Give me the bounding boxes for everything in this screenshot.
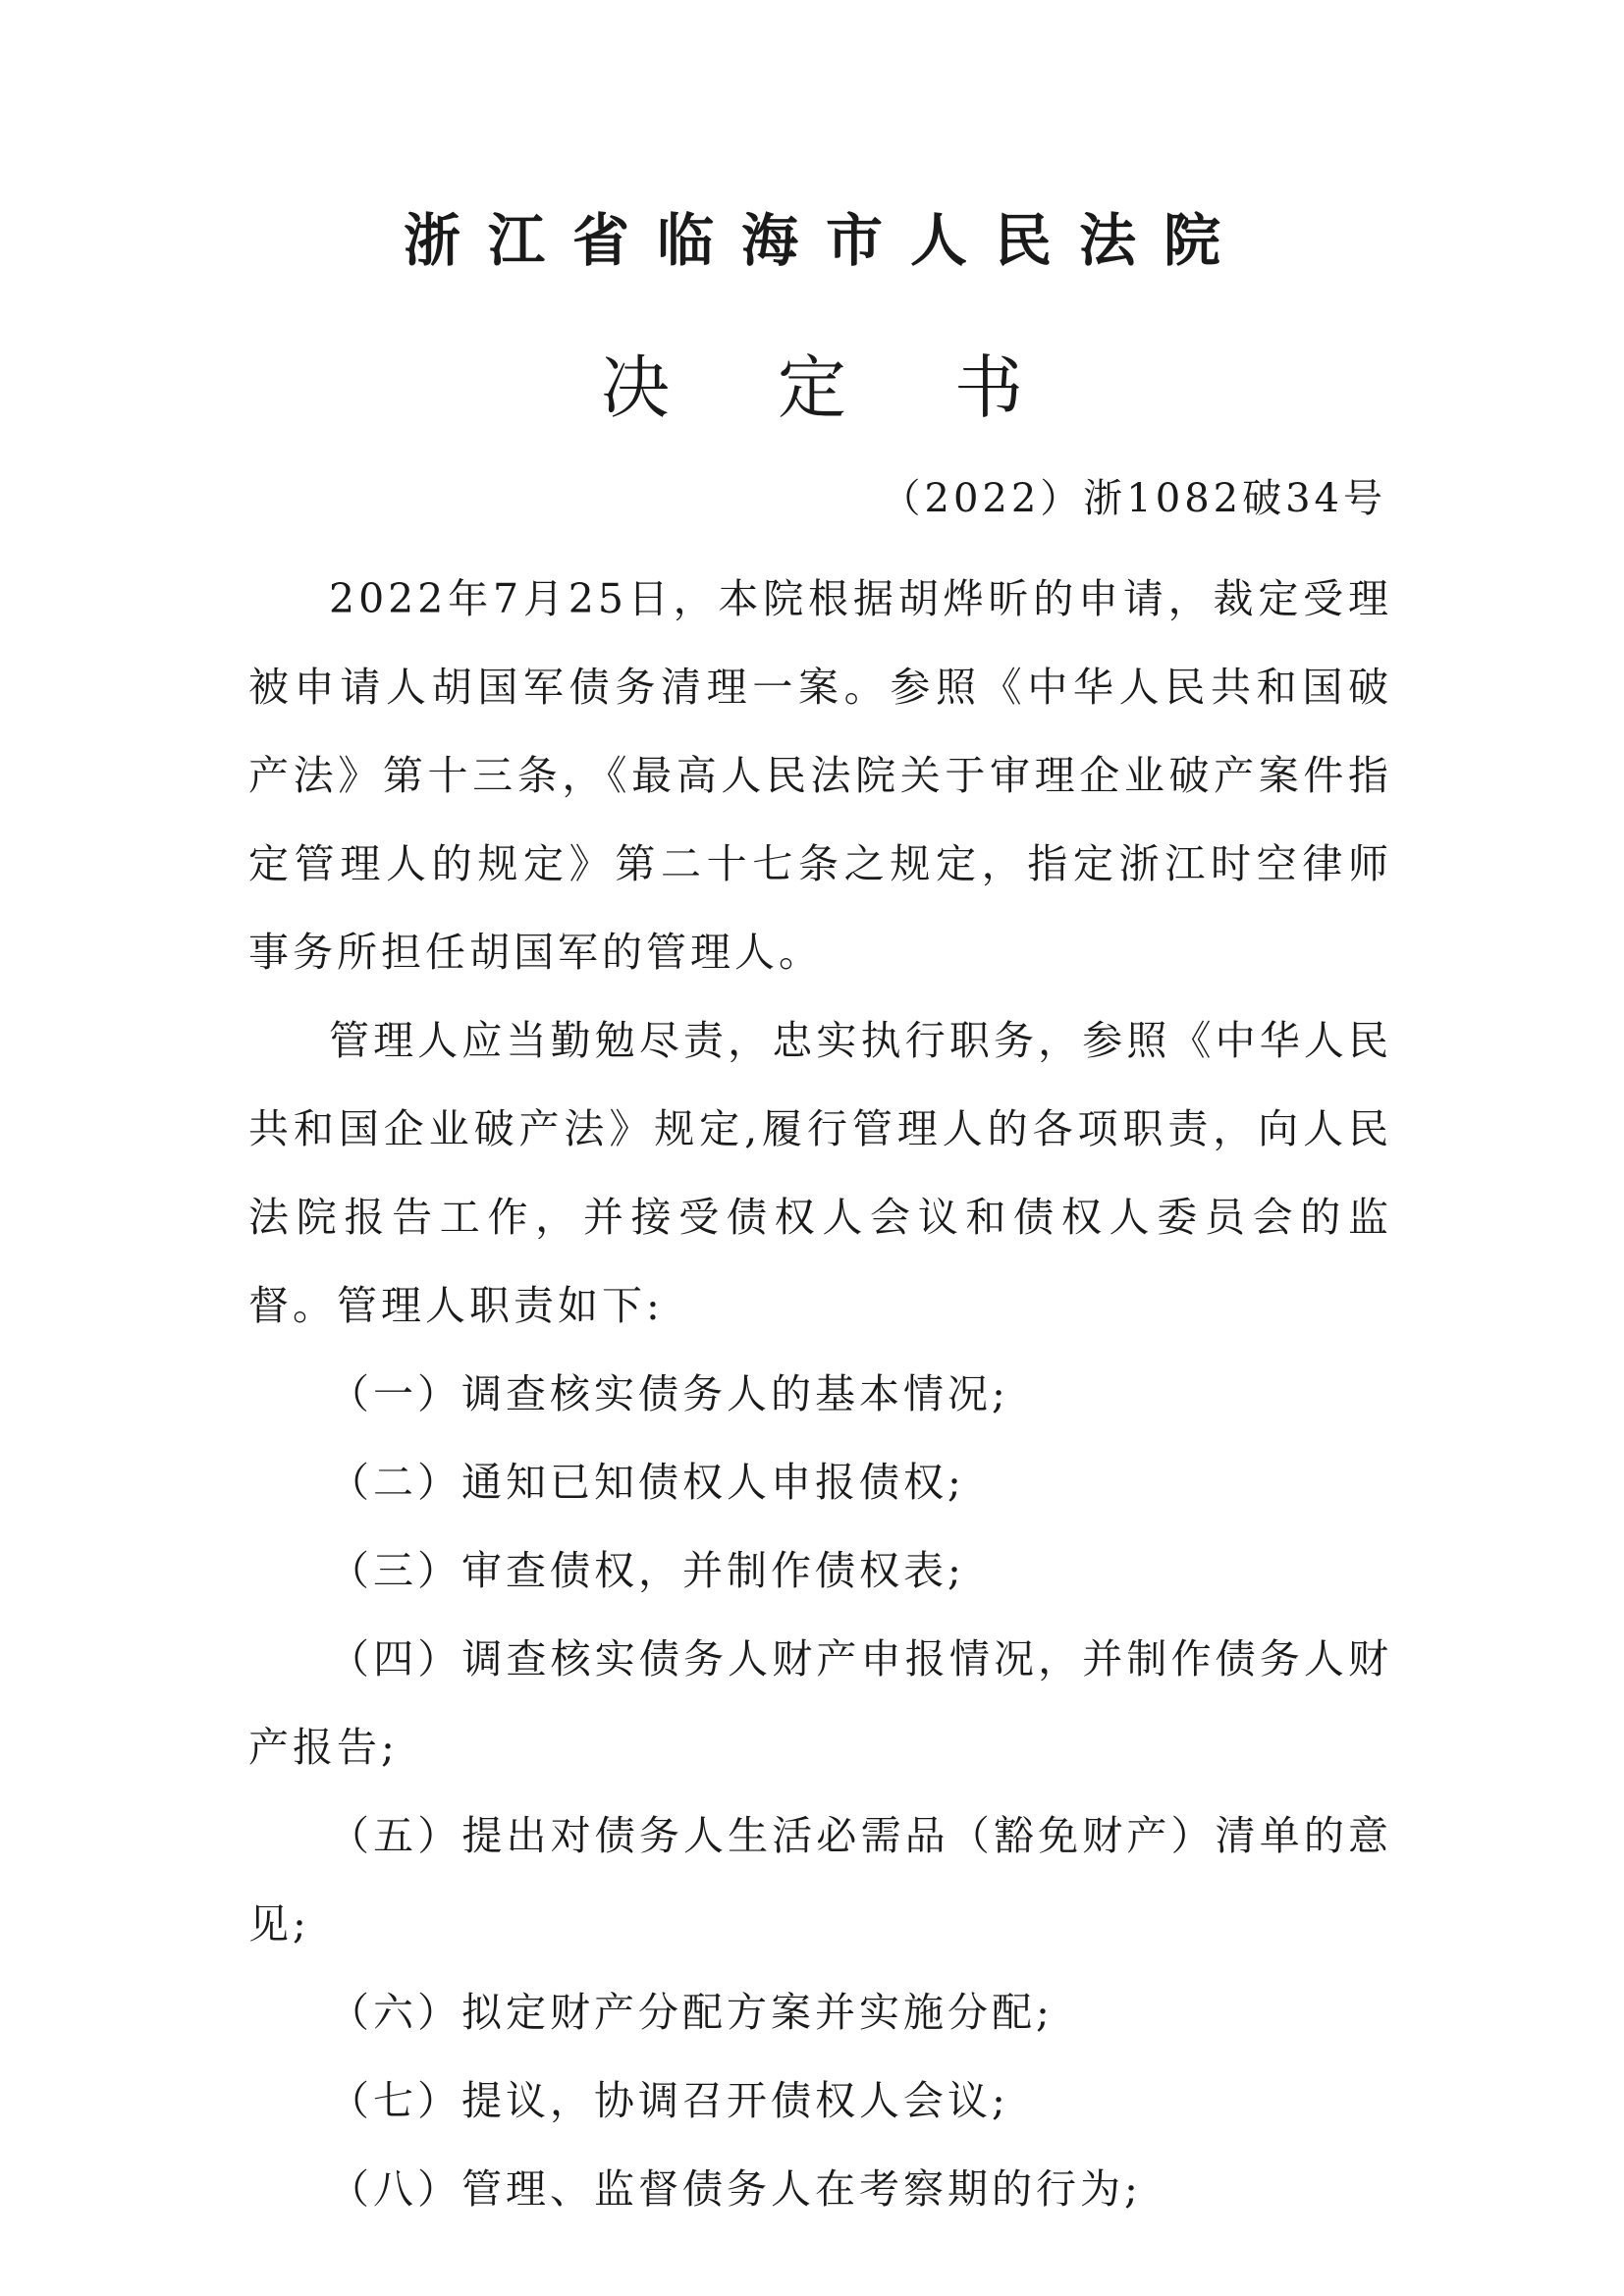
paragraph-acceptance: 2022年7月25日，本院根据胡烨昕的申请，裁定受理被申请人胡国军债务清理一案。参照《中华人民共和国破产法》第十三条，《最高人民法院关于审理企业破产案件指定管理人的规定》第二十七条之规定，指定浙江时空律师事务所担任胡国军的管理人。 <box>248 575 1392 976</box>
duty-item-1: （一）调查核实债务人的基本情况; <box>329 1370 1009 1417</box>
case-number: （2022）浙1082破34号 <box>881 476 1386 521</box>
paragraph-manager-duties: 管理人应当勤勉尽责，忠实执行职务，参照《中华人民共和国企业破产法》规定,履行管理人的各项职责，向人民法院报告工作，并接受债权人会议和债权人委员会的监督。管理人职责如下: <box>248 1017 1392 1329</box>
duty-item-2: （二）通知已知债权人申报债权; <box>329 1459 965 1506</box>
duty-item-6: （六）拟定财产分配方案并实施分配; <box>329 1989 1054 2036</box>
duty-item-7: （七）提议，协调召开债权人会议; <box>329 2077 1009 2124</box>
court-name: 浙江省临海市人民法院 <box>403 207 1248 274</box>
document-title: 决定书 <box>601 347 1131 428</box>
duty-item-4: （四）调查核实债务人财产申报情况，并制作债务人财产报告; <box>248 1635 1392 1771</box>
duty-item-8: （八）管理、监督债务人在考察期的行为; <box>329 2165 1142 2213</box>
duty-item-3: （三）审查债权，并制作债权表; <box>329 1547 965 1594</box>
duty-item-5: （五）提出对债务人生活必需品（豁免财产）清单的意见; <box>248 1812 1392 1948</box>
document-body <box>248 555 1392 2233</box>
